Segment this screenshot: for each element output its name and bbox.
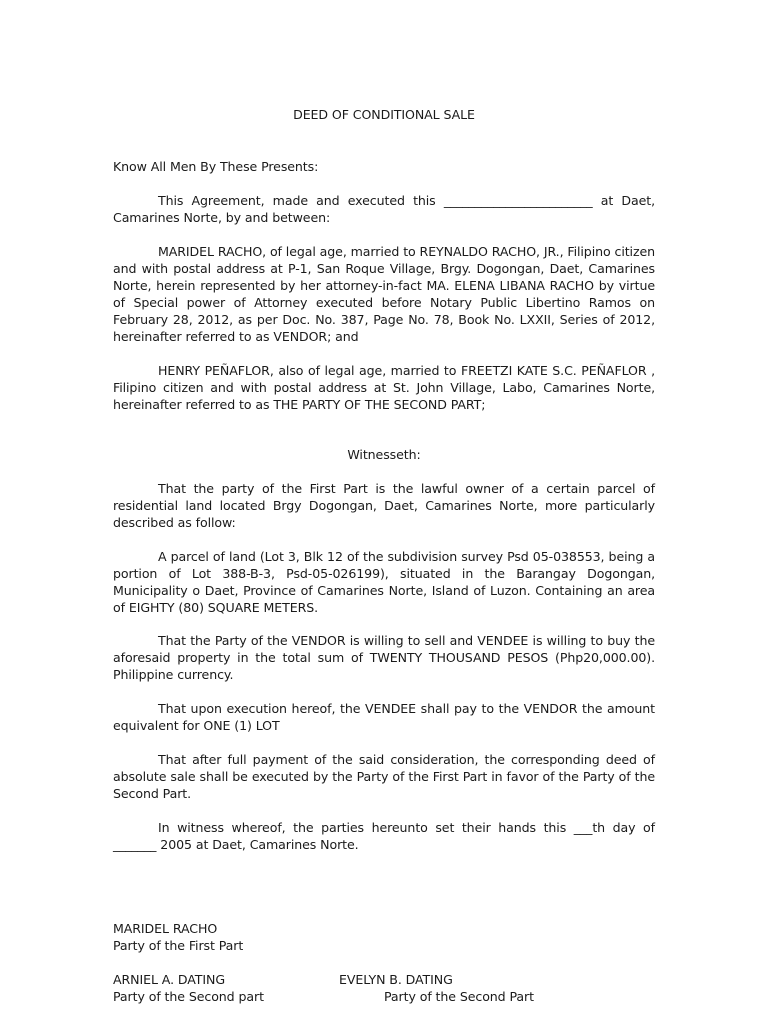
agreement-paragraph: This Agreement, made and executed this ________________________ at Daet, Camarines Norte, by and between: xyxy=(113,193,655,225)
vendee-paragraph: HENRY PEÑAFLOR, also of legal age, married to FREETZI KATE S.C. PEÑAFLOR , Filipino citizen and with postal address at St. John Village, Labo, Camarines Norte, hereinafter referred to as THE PARTY OF THE SECOND PART; xyxy=(113,363,655,412)
signatory-role: Party of the Second part xyxy=(113,989,264,1004)
signatory-name: ARNIEL A. DATING xyxy=(113,972,225,987)
land-description-paragraph: A parcel of land (Lot 3, Blk 12 of the subdivision survey Psd 05-038553, being a portion of Lot 388-B-3, Psd-05-026199), situated in the Barangay Dogongan, Municipality o Daet, Province of Camarines Norte, Island of Luzon. Containing an area of EIGHTY (80) SQUARE METERS. xyxy=(113,549,655,615)
absolute-sale-paragraph: That after full payment of the said consideration, the corresponding deed of absolute sale shall be executed by the Party of the First Part in favor of the Party of the Second Part. xyxy=(113,752,655,801)
witnesseth-heading: Witnesseth: xyxy=(347,447,421,462)
signatory-second-party-a xyxy=(113,971,264,1005)
price-paragraph: That the Party of the VENDOR is willing to sell and VENDEE is willing to buy the aforesaid property in the total sum of TWENTY THOUSAND PESOS (Php20,000.00). Philippine currency. xyxy=(113,633,655,682)
signatory-name: EVELYN B. DATING xyxy=(339,972,453,987)
greeting-line: Know All Men By These Presents: xyxy=(113,159,319,174)
ownership-paragraph: That the party of the First Part is the lawful owner of a certain parcel of residential land located Brgy Dogongan, Daet, Camarines Norte, more particularly described as follow: xyxy=(113,481,655,530)
signatory-first-party xyxy=(113,920,243,954)
signatory-second-party-b xyxy=(339,971,534,1005)
payment-paragraph: That upon execution hereof, the VENDEE shall pay to the VENDOR the amount equivalent for ONE (1) LOT xyxy=(113,701,655,733)
signatory-name: MARIDEL RACHO xyxy=(113,921,218,936)
signatory-role: Party of the First Part xyxy=(113,938,244,953)
document-title: DEED OF CONDITIONAL SALE xyxy=(293,107,475,122)
signatory-role: Party of the Second Part xyxy=(384,989,534,1004)
witness-whereof-paragraph: In witness whereof, the parties hereunto set their hands this ___th day of _______ 2005 at Daet, Camarines Norte. xyxy=(113,820,655,852)
vendor-paragraph: MARIDEL RACHO, of legal age, married to REYNALDO RACHO, JR., Filipino citizen and with postal address at P-1, San Roque Village, Brgy. Dogongan, Daet, Camarines Norte, herein represented by her attorney-in-fact MA. ELENA LIBANA RACHO by virtue of Special power of Attorney executed before Notary Public Libertino Ramos on February 28, 2012, as per Doc. No. 387, Page No. 78, Book No. LXXII, Series of 2012, hereinafter referred to as VENDOR; and xyxy=(113,244,655,344)
